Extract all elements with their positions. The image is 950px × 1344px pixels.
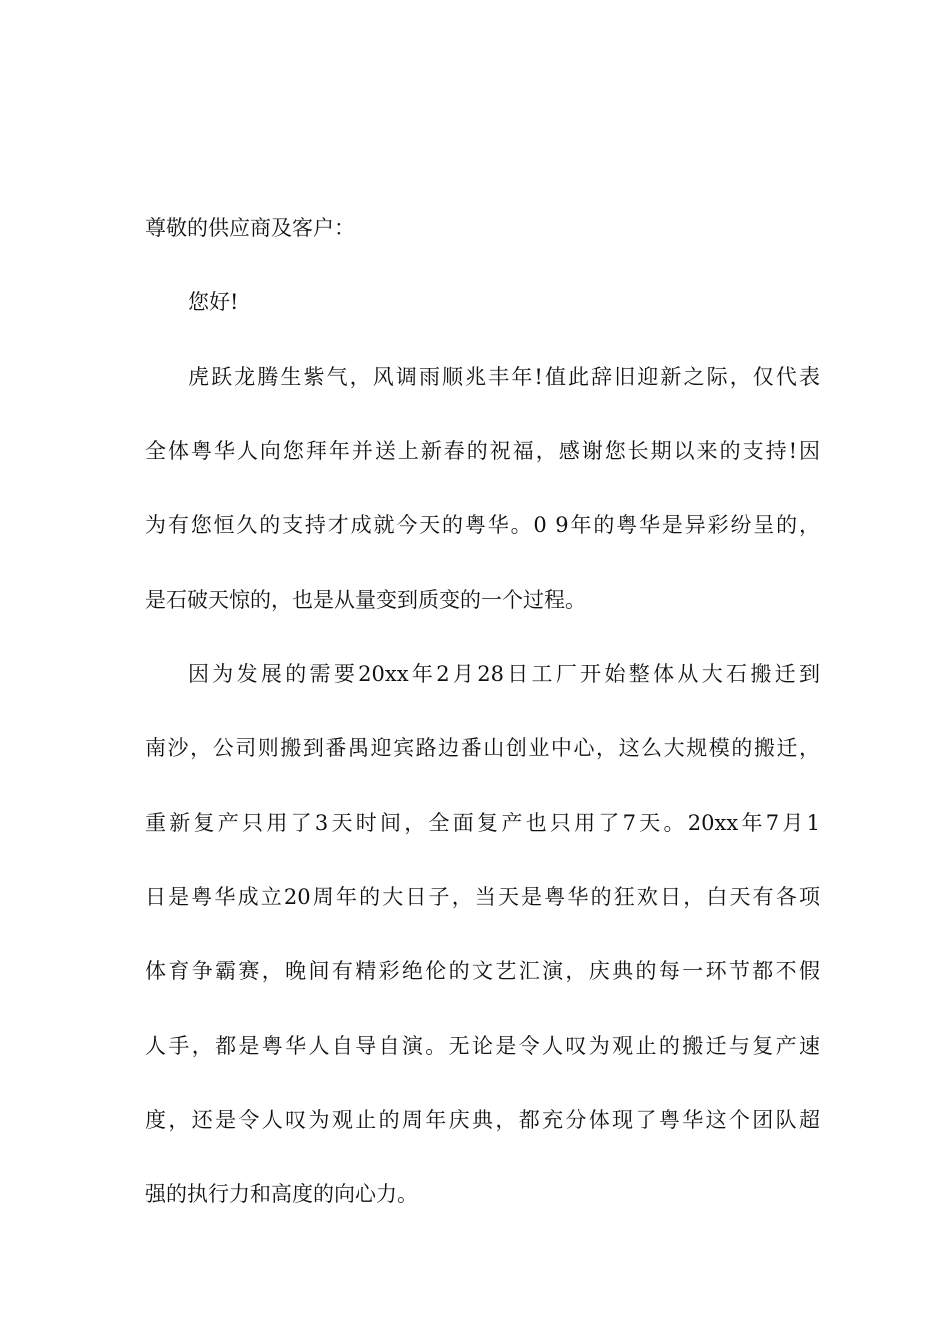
paragraph-line: 南沙，公司则搬到番禺迎宾路边番山创业中心，这么大规模的搬迁， bbox=[145, 736, 820, 760]
paragraph-line: 度，还是令人叹为观止的周年庆典，都充分体现了粤华这个团队超 bbox=[145, 1108, 820, 1132]
paragraph-line: 虎跃龙腾生紫气，风调雨顺兆丰年!值此辞旧迎新之际，仅代表 bbox=[188, 365, 820, 389]
paragraph-line: 因为发展的需要20xx年2月28日工厂开始整体从大石搬迁到 bbox=[188, 662, 820, 686]
paragraph-line: 是石破天惊的，也是从量变到质变的一个过程。 bbox=[145, 588, 586, 612]
greeting: 您好! bbox=[188, 290, 239, 314]
paragraph-line: 重新复产只用了3天时间，全面复产也只用了7天。20xx年7月1 bbox=[145, 811, 820, 835]
paragraph-line: 日是粤华成立20周年的大日子，当天是粤华的狂欢日，白天有各项 bbox=[145, 885, 820, 909]
paragraph-line: 为有您恒久的支持才成就今天的粤华。0 9年的粤华是异彩纷呈的， bbox=[145, 513, 820, 537]
paragraph-line: 全体粤华人向您拜年并送上新春的祝福，感谢您长期以来的支持!因 bbox=[145, 439, 820, 463]
paragraph-line: 体育争霸赛，晚间有精彩绝伦的文艺汇演，庆典的每一环节都不假 bbox=[145, 959, 820, 983]
paragraph-line: 人手，都是粤华人自导自演。无论是令人叹为观止的搬迁与复产速 bbox=[145, 1034, 820, 1058]
salutation: 尊敬的供应商及客户： bbox=[145, 216, 355, 240]
paragraph-line: 强的执行力和高度的向心力。 bbox=[145, 1182, 418, 1206]
